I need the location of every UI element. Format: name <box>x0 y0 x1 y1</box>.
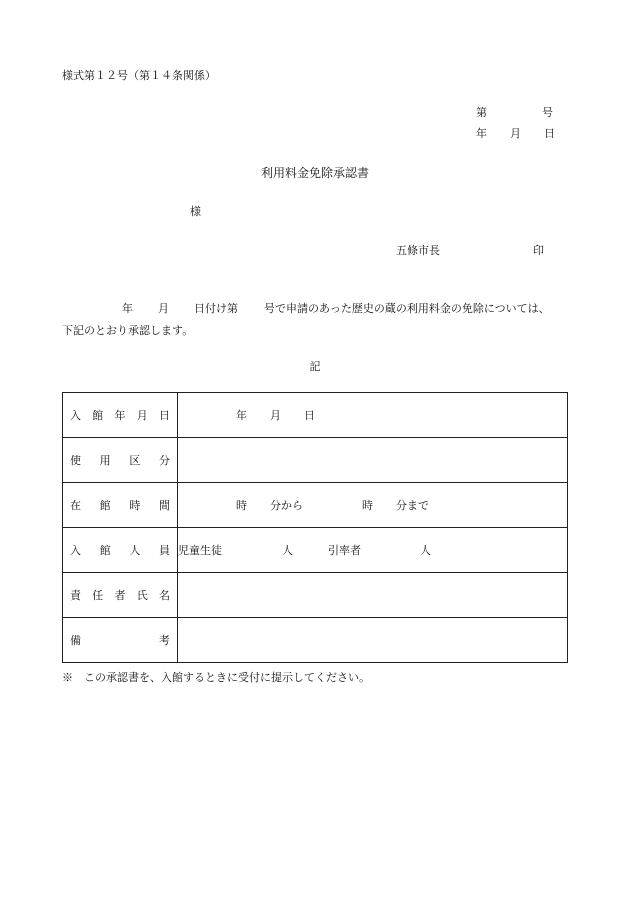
label-stay-time <box>63 483 178 528</box>
issue-day: 日 <box>544 127 555 140</box>
body-rest: 号で申請のあった歴史の蔵の利用料金の免除については、 <box>264 302 550 315</box>
students-unit: 人 <box>282 544 293 557</box>
value-stay-time[interactable] <box>178 483 568 528</box>
visit-year: 年 <box>236 409 247 422</box>
label-char: 任 <box>92 589 104 602</box>
label-char: 区 <box>129 454 141 467</box>
ki-heading: 記 <box>309 360 321 373</box>
hour-to: 時 <box>362 499 373 512</box>
leaders-label: 引率者 <box>328 544 361 557</box>
label-char: 館 <box>99 499 111 512</box>
hour-from: 時 <box>236 499 247 512</box>
label-char: 年 <box>114 409 126 422</box>
minute-from: 分から <box>270 499 303 512</box>
label-char: 用 <box>99 454 111 467</box>
visit-day: 日 <box>304 409 315 422</box>
body-paragraph-line2: 下記のとおり承認します。 <box>62 324 194 337</box>
issue-year: 年 <box>476 127 487 140</box>
label-char: 月 <box>136 409 148 422</box>
value-remarks[interactable] <box>178 618 568 663</box>
leaders-unit: 人 <box>420 544 431 557</box>
minute-to: 分まで <box>396 499 429 512</box>
number-prefix: 第 <box>476 106 487 119</box>
table-row-remarks <box>63 618 568 663</box>
label-char: 員 <box>158 544 170 557</box>
label-char: 者 <box>114 589 126 602</box>
label-char: 備 <box>70 634 81 647</box>
value-attendees[interactable] <box>178 528 568 573</box>
number-suffix: 号 <box>542 106 553 119</box>
document-title: 利用料金免除承認書 <box>260 166 369 180</box>
body-month: 月 <box>158 302 169 315</box>
label-char: 考 <box>159 634 170 647</box>
body-dated-no: 日付け第 <box>194 302 238 315</box>
table-row-visit-date <box>63 393 568 438</box>
label-char: 責 <box>70 589 81 602</box>
label-remarks <box>63 618 178 663</box>
details-table <box>62 392 568 663</box>
label-char: 入 <box>70 544 81 557</box>
label-visit-date <box>63 393 178 438</box>
label-responsible-person <box>63 573 178 618</box>
table-row-stay-time <box>63 483 568 528</box>
label-attendees <box>63 528 178 573</box>
body-paragraph-line1 <box>122 300 550 316</box>
label-char: 使 <box>70 454 81 467</box>
document-number <box>476 104 553 120</box>
label-char: 名 <box>159 589 170 602</box>
label-char: 間 <box>158 499 170 512</box>
issue-month: 月 <box>510 127 521 140</box>
label-char: 時 <box>129 499 141 512</box>
table-row-attendees <box>63 528 568 573</box>
value-usage-type[interactable] <box>178 438 568 483</box>
label-char: 分 <box>158 454 170 467</box>
label-char: 氏 <box>136 589 148 602</box>
students-label: 児童生徒 <box>178 544 222 557</box>
body-year: 年 <box>122 302 133 315</box>
label-char: 館 <box>92 409 104 422</box>
label-char: 人 <box>129 544 141 557</box>
issue-date <box>476 125 555 141</box>
seal-mark: 印 <box>533 244 544 257</box>
addressee-suffix: 様 <box>190 205 201 218</box>
form-number: 様式第１２号（第１４条関係） <box>62 69 216 82</box>
issuer-name: 五條市長 <box>396 244 440 257</box>
footnote: ※ この承認書を、入館するときに受付に提示してください。 <box>62 671 370 684</box>
label-char: 入 <box>70 409 81 422</box>
table-row-responsible-person <box>63 573 568 618</box>
visit-month: 月 <box>270 409 281 422</box>
label-char: 館 <box>99 544 111 557</box>
value-visit-date[interactable] <box>178 393 568 438</box>
value-responsible-person[interactable] <box>178 573 568 618</box>
label-usage-type <box>63 438 178 483</box>
table-row-usage-type <box>63 438 568 483</box>
label-char: 日 <box>159 409 170 422</box>
label-char: 在 <box>70 499 81 512</box>
